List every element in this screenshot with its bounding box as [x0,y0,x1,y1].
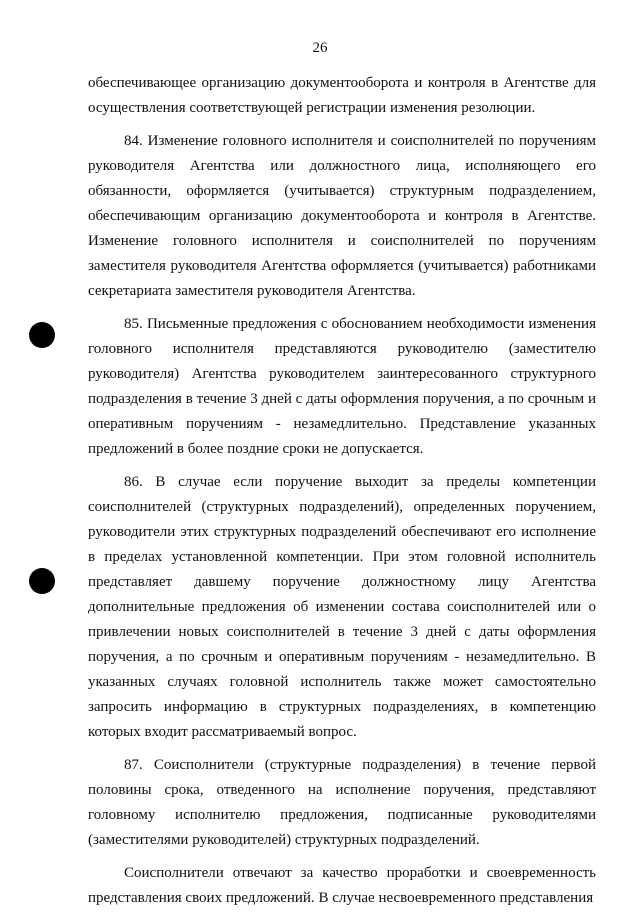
document-body [88,71,596,919]
page-number: 26 [312,40,328,56]
paragraph-87: 87. Соисполнители (структурные подразделения) в течение первой половины срока, отведенного на исполнение поручения, представляют головному исполнителю предложения, подписанные руководителями (заместителями руководителей) структурных подразделений. [88,757,596,848]
paragraph-84: 84. Изменение головного исполнителя и соисполнителей по поручениям руководителя Агентства или должностного лица, исполняющего его обязанности, оформляется (учитывается) структурным подразделением, обеспечивающим организацию документооборота и контроля в Агентстве. Изменение головного исполнителя и соисполнителей по поручениям заместителя руководителя Агентства оформляется (учитывается) работниками секретариата заместителя руководителя Агентства. [88,133,596,299]
paragraph-85: 85. Письменные предложения с обоснованием необходимости изменения головного исполнителя представляются руководителю (заместителю руководителя) Агентства руководителем заинтересованного структурного подразделения в течение 3 дней с даты оформления поручения, а по срочным и оперативным поручениям - незамедлительно. Представление указанных предложений в более поздние сроки не допускается. [88,316,596,457]
paragraph-continuation: обеспечивающее организацию документооборота и контроля в Агентстве для осуществления соответствующей регистрации изменения резолюции. [88,75,596,116]
paragraph-86: 86. В случае если поручение выходит за пределы компетенции соисполнителей (структурных подразделений), определенных поручением, руководители этих структурных подразделений обеспечивают его исполнение в пределах установленной компетенции. При этом головной исполнитель представляет давшему поручение должностному лицу Агентства дополнительные предложения об изменении состава соисполнителей или о привлечении новых соисполнителей в течение 3 дней с даты оформления поручения, а по срочным и оперативным поручениям - незамедлительно. В указанных случаях головной исполнитель также может самостоятельно запросить информацию в структурных подразделениях, в компетенцию которых входит рассматриваемый вопрос. [88,474,596,740]
punch-hole-bottom [29,568,55,594]
punch-hole-top [29,322,55,348]
paragraph-87-continuation: Соисполнители отвечают за качество проработки и своевременность представления своих предложений. В случае несвоевременного представления [88,865,596,906]
